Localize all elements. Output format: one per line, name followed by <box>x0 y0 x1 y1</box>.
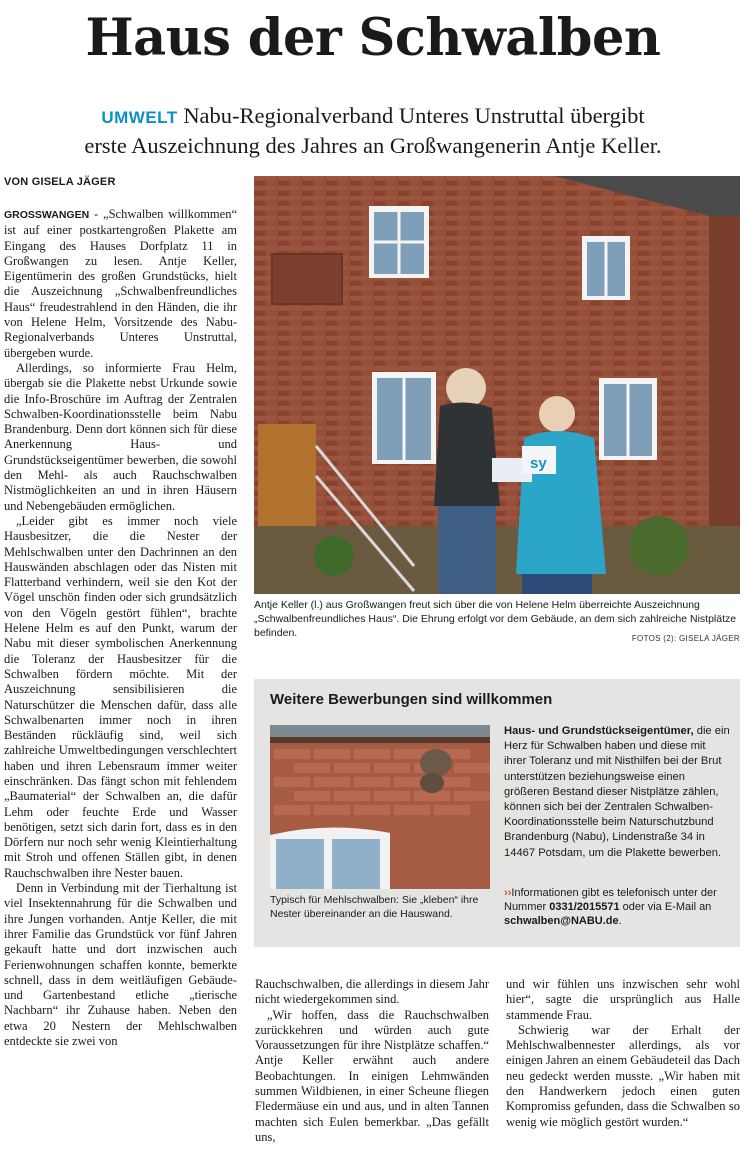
dateline-place: GROSSWANGEN <box>4 209 90 221</box>
section-kicker: UMWELT <box>101 108 178 127</box>
article-column-1 <box>4 207 237 1049</box>
article-paragraph: Rauchschwalben, die allerdings in diesem Jahr nicht wiedergekommen sind. <box>255 977 489 1007</box>
info-box-title: Weitere Bewerbungen sind willkommen <box>270 691 553 708</box>
paragraph-text: - „Schwalben willkommen“ ist auf einer postkartengroßen Plakette am Eingang des Hauses Dorfplatz 11 in Großwangen zu lesen. Antje Keller, Eigentümerin des großen Grundstücks, hielt die Auszeichnung „Schwalbenfreundliches Haus“ freudestrahlend in den Händen, die ihr von Helene Helm, Vorsitzende des Nabu-Regionalverbands Unteres Unstruttal, übergeben wurde. <box>4 207 237 360</box>
swallow-nest-image <box>270 725 490 889</box>
article-paragraph: und wir fühlen uns inzwischen sehr wohl hier“, sagte die ursprünglich aus Halle stammende Frau. <box>506 977 740 1022</box>
article-paragraph: „Wir hoffen, dass die Rauchschwalben zurückkehren und würden auch gute Voraussetzungen für ihre Nistplätze schaffen.“ Antje Keller erwähnt auch andere Beobachtungen. In einigen Lehmwänden summen Wildbienen, in einer Scheune fliegen Fledermäuse ein und aus, und in alten Tannen machten sich Eulen bemerkbar. „Das gefällt uns, <box>255 1007 489 1144</box>
photo-caption: Antje Keller (l.) aus Großwangen freut sich über die von Helene Helm überreichte Auszeichnung „Schwalbenfreundliches Haus“. Die Ehrung erfolgt vor dem Gebäude, an dem sich zahlreiche Nistplätze befinden. <box>254 599 737 639</box>
subheadline <box>20 102 726 160</box>
contact-text: . <box>618 915 622 927</box>
email-address[interactable]: schwalben@NABU.de <box>504 915 619 927</box>
headline: Haus der Schwalben <box>85 8 661 68</box>
subhead-line-1: Nabu-Regionalverband Unteres Unstruttal übergibt <box>183 103 645 128</box>
subhead-line-2: erste Auszeichnung des Jahres an Großwangenerin Antje Keller. <box>84 133 662 158</box>
info-box-body: die ein Herz für Schwalben haben und diese mit ihrer Toleranz und mit Nisthilfen bei der Brut unterstützen beziehungsweise einen größeren Bestand dieser Nistplätze zählen, können sich bei der Zentralen Schwalben-Koordinationsstelle beim Naturschutzbund Brandenburg (Nabu), Lindenstraße 34 in 14467 Potsdam, um die Plakette bewerben. <box>504 725 730 859</box>
plaque-sign-text: sy <box>530 455 547 472</box>
photo-credit: FOTOS (2): GISELA JÄGER <box>631 634 740 643</box>
info-box <box>254 679 740 947</box>
main-photo <box>254 176 740 594</box>
article-column-2 <box>255 977 489 1145</box>
contact-info <box>504 886 732 928</box>
contact-text: oder via E-Mail an <box>619 901 712 913</box>
article-paragraph: Denn in Verbindung mit der Tierhaltung ist viel Insektennahrung für die Schwalben und ihre Jungen vorhanden. Antje Keller, die mit ihrer Familie das Grundstück vor fünf Jahren gekauft hatte und dort inzwischen auch Ferienwohnungen schaffen konnte, bemerkte schnell, dass in dem weitläufigen Gebäude- und Gartenbestand etliche „tierische Nachbarn“ ihr Zuhause haben. Neben den etwa 20 Nestern der Mehlschwalben entdeckte sie zwei von <box>4 881 237 1049</box>
contact-text: Informationen gibt es telefonisch unter der Nummer <box>504 887 717 913</box>
byline: VON GISELA JÄGER <box>4 176 116 188</box>
article-paragraph: Allerdings, so informierte Frau Helm, übergab sie die Plakette nebst Urkunde sowie die Info-Broschüre im Auftrag der Zentralen Schwalben-Koordinationsstelle beim Nabu Brandenburg. Denn dort können sich für diese Anerkennung Haus- und Grundstückseigentümer bewerben, die sowohl den Mehl- als auch Rauchschwalben Nistmöglichkeiten an und in ihren Häusern und Nebengebäuden ermöglichen. <box>4 360 237 513</box>
info-photo-caption: Typisch für Mehlschwalben: Sie „kleben“ ihre Nester übereinander an die Hauswand. <box>270 894 479 920</box>
article-paragraph: „Leider gibt es immer noch viele Hausbesitzer, die die Nester der Mehlschwalben unter den Dachrinnen an den Hauswänden abschlagen oder das Nisten mit Flatterband verhindern, weil sie den Kot der Vögel unschön finden oder sich grundsätzlich von den Vögeln gestört fühlen“, brachte Helene Helm es auf den Punkt, warum der Nabu mit dieser symbolischen Anerkennung die Toleranz der Hausbesitzer für die Schwalben fördern möchte. Mit der Auszeichnung sensibilisieren die Naturschützer die Menschen dafür, dass alle Schwalbenarten immer noch in ihren Beständen rückläufig sind, weil sich zahlreiche Umweltbedingungen verschlechtert haben und ihren Lebensraum immer weiter einschränken. Das fängt schon mit fehlendem „Baumaterial“ der Schwalben an, die dafür Lehm oder feuchte Erde und Wasser benötigen, setzt sich darin fort, dass es in den Dörfern nur noch sehr wenig Kleintierhaltung mit Stroh und offenen Ställen gibt, in denen Rauchschwalben ihre Nester bauen. <box>4 513 237 880</box>
phone-number: 0331/2015571 <box>549 901 620 913</box>
swallow-nest-photo <box>270 725 490 889</box>
info-box-text <box>504 724 730 861</box>
arrow-icon: ›› <box>504 887 512 899</box>
article-paragraph <box>4 207 237 361</box>
info-box-lead: Haus- und Grundstückseigentümer, <box>504 725 694 737</box>
article-paragraph: Schwierig war der Erhalt der Mehlschwalbennester allerdings, als vor einigen Jahren an einem Gebäudeteil das Dach neu gedeckt werden musste. „Wir haben mit den Handwerkern jedoch einen guten Kompromiss gefunden, dass die Schwalben so wenig wie möglich gestört wurden.“ <box>506 1022 740 1129</box>
article-column-3 <box>506 977 740 1130</box>
main-photo-image <box>254 176 740 594</box>
